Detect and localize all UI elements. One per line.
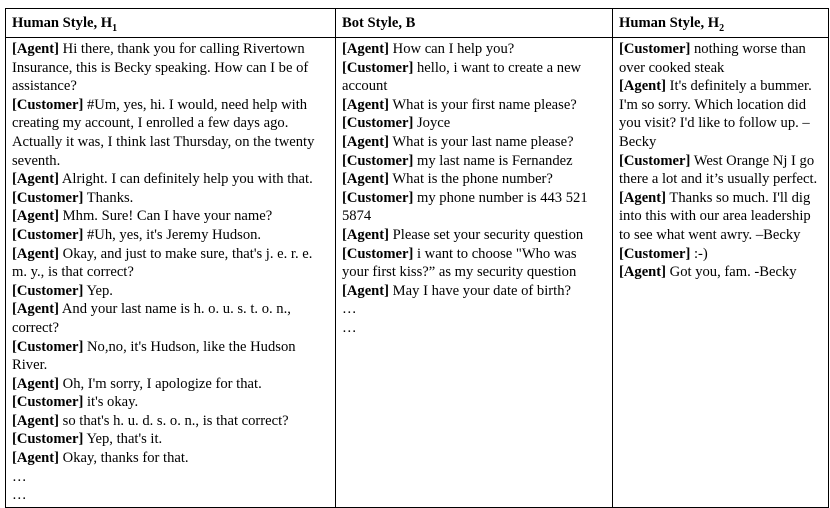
utterance-text: What is your first name please?: [392, 96, 577, 113]
dialogue-turn: [12, 282, 329, 301]
dialogue-turn: [342, 40, 606, 59]
speaker-label: [Agent]: [12, 301, 60, 318]
dialogue-turn: [12, 375, 329, 394]
speaker-label: [Customer]: [619, 245, 691, 262]
dialogue-turn: [12, 170, 329, 189]
dialogue-turn: [619, 263, 822, 282]
speaker-label: [Customer]: [12, 338, 84, 355]
utterance-text: my phone number is 443 521 5874: [342, 189, 588, 225]
utterance-text: Oh, I'm sorry, I apologize for that.: [62, 375, 262, 392]
utterance-text: Okay, thanks for that.: [62, 450, 189, 467]
speaker-label: [Customer]: [342, 115, 414, 132]
utterance-text: Joyce: [416, 115, 451, 132]
utterance-text: hello, i want to create a new account: [342, 59, 582, 95]
speaker-label: [Agent]: [12, 41, 60, 57]
dialogue-turn: [12, 96, 329, 170]
column-header-human-style-h1: [6, 9, 336, 38]
speaker-label: [Agent]: [342, 41, 390, 57]
utterance-text: Mhm. Sure! Can I have your name?: [62, 208, 273, 225]
utterance-text: No,no, it's Hudson, like the Hudson River.: [12, 338, 296, 374]
dialogue-turn: [342, 245, 606, 282]
dialogue-turn: [342, 189, 606, 226]
column-title: Bot Style, B: [342, 14, 416, 31]
utterance-text: my last name is Fernandez: [416, 152, 573, 169]
speaker-label: [Agent]: [12, 245, 60, 262]
dialogue-turn: [12, 338, 329, 375]
dialogue-turn: [342, 59, 606, 96]
speaker-label: [Customer]: [342, 189, 414, 206]
utterance-text: West Orange Nj I go there a lot and it’s usually perfect.: [619, 152, 818, 188]
column-title: Human Style, H: [619, 14, 720, 31]
continuation-ellipsis: …: [342, 319, 357, 336]
column-header-bot-style-b: [336, 9, 613, 38]
speaker-label: [Customer]: [342, 245, 414, 262]
dialogue-cell-bot-style-b: [336, 38, 613, 508]
dialogue-cell-human-style-h1: [6, 38, 336, 508]
utterance-text: i want to choose "Who was your first kiss?” as my security question: [342, 245, 577, 281]
speaker-label: [Customer]: [619, 41, 691, 57]
dialogue-turn: [342, 152, 606, 171]
utterance-text: May I have your date of birth?: [392, 282, 571, 299]
continuation-ellipsis: …: [342, 301, 357, 318]
speaker-label: [Agent]: [619, 189, 667, 206]
speaker-label: [Customer]: [12, 394, 84, 411]
speaker-label: [Agent]: [342, 133, 390, 150]
utterance-text: Thanks so much. I'll dig into this with our area leadership to see what went awry. –Becky: [619, 189, 811, 243]
column-title: Human Style, H: [12, 14, 113, 31]
utterance-text: :-): [693, 245, 708, 262]
column-title-subscript: 2: [719, 22, 725, 34]
table-body-row: [6, 38, 829, 508]
dialogue-turn: [619, 152, 822, 189]
utterance-text: What is the phone number?: [392, 171, 553, 188]
speaker-label: [Customer]: [12, 282, 84, 299]
dialogue-style-table: [5, 8, 829, 508]
utterance-text: Got you, fam. -Becky: [669, 264, 797, 281]
utterance-text: nothing worse than over cooked steak: [619, 41, 806, 76]
dialogue-turn: [342, 170, 606, 189]
speaker-label: [Agent]: [342, 282, 390, 299]
speaker-label: [Agent]: [342, 96, 390, 113]
continuation-ellipsis: …: [12, 487, 27, 504]
dialogue-turn: [619, 189, 822, 245]
continuation-ellipsis: …: [12, 468, 27, 485]
utterance-text: What is your last name please?: [392, 133, 574, 150]
utterance-text: How can I help you?: [392, 41, 515, 57]
dialogue-turn: [342, 282, 606, 301]
speaker-label: [Customer]: [12, 226, 84, 243]
dialogue-turn: [342, 133, 606, 152]
dialogue-turn: [619, 40, 822, 77]
speaker-label: [Customer]: [12, 96, 84, 113]
dialogue-turn: [12, 393, 329, 412]
dialogue-turn: [12, 449, 329, 468]
speaker-label: [Customer]: [12, 431, 84, 448]
dialogue-turn: [12, 245, 329, 282]
speaker-label: [Customer]: [342, 59, 414, 76]
utterance-text: Yep.: [86, 282, 113, 299]
dialogue-turn: [12, 40, 329, 96]
dialogue-turn: [342, 226, 606, 245]
table-header-row: [6, 9, 829, 38]
utterance-text: Please set your security question: [392, 226, 584, 243]
column-title-subscript: 1: [112, 22, 118, 34]
utterance-text: it's okay.: [86, 394, 139, 411]
utterance-text: Yep, that's it.: [86, 431, 163, 448]
dialogue-turn: [619, 77, 822, 151]
utterance-text: Thanks.: [86, 189, 134, 206]
column-header-human-style-h2: [613, 9, 829, 38]
dialogue-turn: [619, 245, 822, 264]
speaker-label: [Agent]: [12, 171, 60, 188]
speaker-label: [Agent]: [12, 375, 60, 392]
speaker-label: [Customer]: [342, 152, 414, 169]
utterance-text: so that's h. u. d. s. o. n., is that correct?: [62, 412, 289, 429]
dialogue-turn: [342, 114, 606, 133]
utterance-text: And your last name is h. o. u. s. t. o. n., correct?: [12, 301, 291, 336]
dialogue-turn: [12, 300, 329, 337]
utterance-text: #Uh, yes, it's Jeremy Hudson.: [86, 226, 262, 243]
utterance-text: Alright. I can definitely help you with that.: [61, 171, 313, 188]
speaker-label: [Customer]: [12, 189, 84, 206]
utterance-text: Okay, and just to make sure, that's j. e. r. e. m. y., is that correct?: [12, 245, 313, 281]
speaker-label: [Agent]: [12, 208, 60, 225]
dialogue-turn: [12, 207, 329, 226]
utterance-text: It's definitely a bummer. I'm so sorry. Which location did you visit? I'd like to follow up. –Becky: [619, 78, 812, 150]
utterance-text: #Um, yes, hi. I would, need help with creating my account, I enrolled a few days ago. Actually it was, I think last Thursday, on the twenty seventh.: [12, 96, 315, 169]
speaker-label: [Agent]: [12, 450, 60, 467]
dialogue-cell-human-style-h2: [613, 38, 829, 508]
speaker-label: [Agent]: [342, 171, 390, 188]
speaker-label: [Customer]: [619, 152, 691, 169]
utterance-text: Hi there, thank you for calling Rivertown Insurance, this is Becky speaking. How can I be of assistance?: [12, 41, 309, 95]
dialogue-turn: [12, 189, 329, 208]
speaker-label: [Agent]: [619, 78, 667, 95]
dialogue-turn: [12, 412, 329, 431]
speaker-label: [Agent]: [342, 226, 390, 243]
dialogue-turn: [12, 226, 329, 245]
dialogue-turn: [12, 430, 329, 449]
speaker-label: [Agent]: [12, 412, 60, 429]
dialogue-turn: [342, 96, 606, 115]
speaker-label: [Agent]: [619, 264, 667, 281]
